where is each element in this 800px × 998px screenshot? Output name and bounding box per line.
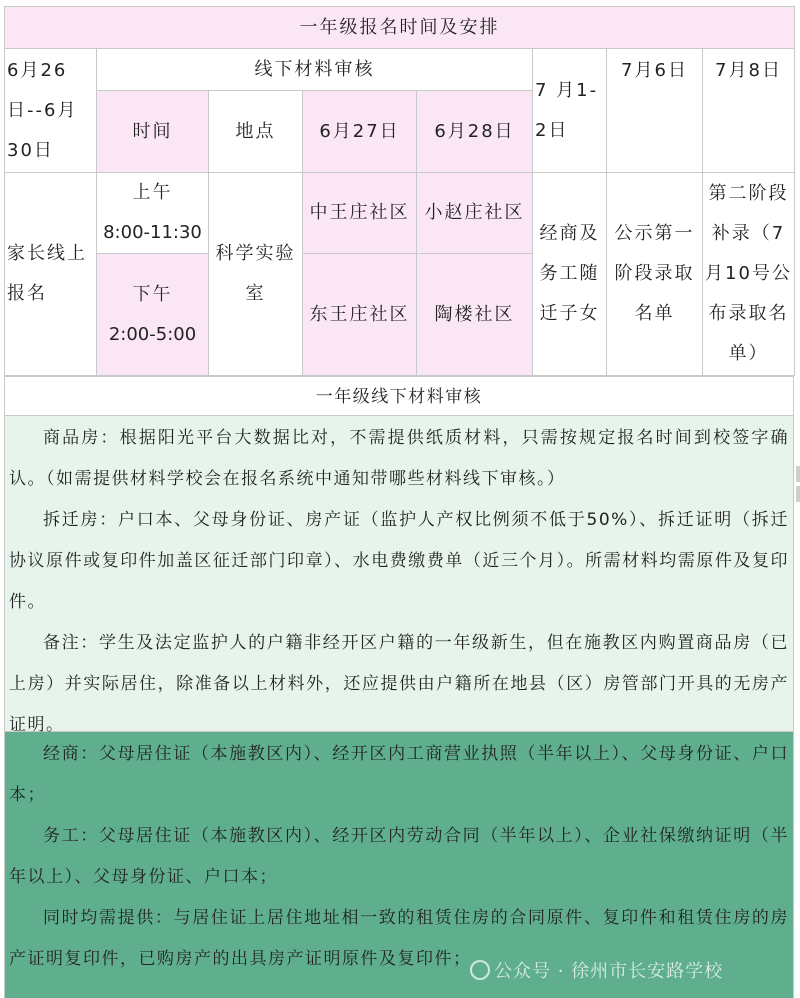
parent-online-registration: 家长线上报名 — [5, 173, 97, 376]
community-4: 陶楼社区 — [417, 254, 533, 376]
place-header: 地点 — [209, 91, 303, 173]
review-paragraph-business: 经商：父母居住证（本施教区内）、经开区内工商营业执照（半年以上）、父母身份证、户口本； — [9, 744, 789, 805]
community-2: 小赵庄社区 — [417, 173, 533, 254]
col-jul-6: 7月6日 — [607, 49, 703, 173]
watermark — [470, 957, 723, 983]
schedule-table — [4, 6, 795, 376]
afternoon-label: 下午 — [132, 283, 173, 305]
second-stage-supplement: 第二阶段补录（7月10号公布录取名单） — [703, 173, 795, 376]
wechat-logo-icon — [470, 960, 490, 980]
col-jul-8: 7月8日 — [703, 49, 795, 173]
registration-period: 6月26日--6月30日 — [5, 49, 97, 173]
date-1: 6月27日 — [303, 91, 417, 173]
community-1: 中王庄社区 — [303, 173, 417, 254]
morning-slot — [97, 173, 209, 254]
migrant-children: 经商及务工随迁子女 — [533, 173, 607, 376]
community-3: 东王庄社区 — [303, 254, 417, 376]
time-header: 时间 — [97, 91, 209, 173]
scroll-edge-marker — [796, 486, 800, 502]
afternoon-slot — [97, 254, 209, 376]
col-jul-1-2: 7 月1-2日 — [533, 49, 607, 173]
morning-label: 上午 — [132, 182, 173, 203]
review-paragraph-demolition: 拆迁房：户口本、父母身份证、房产证（监护人产权比例须不低于50%）、拆迁证明（拆迁协议原件或复印件加盖区征迁部门印章）、水电费缴费单（近三个月）。所需材料均需原件及复印件。 — [9, 510, 789, 612]
schedule-title: 一年级报名时间及安排 — [5, 7, 795, 49]
enrollment-document — [4, 6, 794, 998]
watermark-text: 公众号 · 徐州市长安路学校 — [494, 961, 724, 982]
review-paragraph-commercial: 商品房：根据阳光平台大数据比对，不需提供纸质材料，只需按规定报名时间到校签字确认。（如需提供材料学校会在报名系统中通知带哪些材料线下审核。） — [9, 428, 789, 489]
place-cell: 科学实验室 — [209, 173, 303, 376]
offline-review-header: 线下材料审核 — [97, 49, 533, 91]
review-paragraph-note: 备注：学生及法定监护人的户籍非经开区户籍的一年级新生，但在施教区内购置商品房（已上房）并实际居住，除准备以上材料外，还应提供由户籍所在地县（区）房管部门开具的无房产证明。 — [9, 633, 789, 735]
review-title: 一年级线下材料审核 — [4, 376, 794, 416]
date-2: 6月28日 — [417, 91, 533, 173]
publicity-first-stage: 公示第一阶段录取名单 — [607, 173, 703, 376]
afternoon-time: 2:00-5:00 — [108, 323, 197, 345]
review-paragraph-work: 务工：父母居住证（本施教区内）、经开区内劳动合同（半年以上）、企业社保缴纳证明（半年以上）、父母身份证、户口本； — [9, 826, 789, 887]
scroll-edge-marker — [796, 466, 800, 482]
review-paragraph-common: 同时均需提供：与居住证上居住地址相一致的租赁住房的合同原件、复印件和租赁住房的房产证明复印件，已购房产的出具房产证明原件及复印件； — [9, 908, 789, 969]
morning-time: 8:00-11:30 — [103, 222, 202, 243]
review-housing-section — [4, 416, 794, 735]
